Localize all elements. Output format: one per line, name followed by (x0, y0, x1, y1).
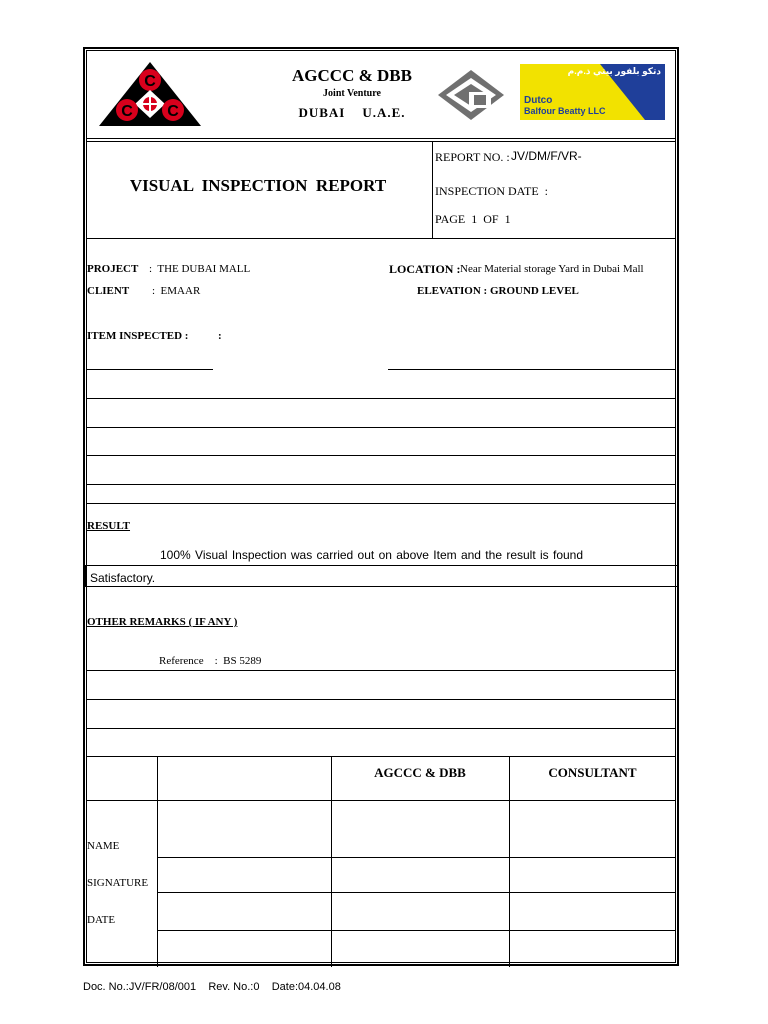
remarks-row-line (86, 670, 676, 671)
signoff-col-divider (509, 756, 510, 967)
svg-text:C: C (144, 73, 156, 90)
dutco-logo (520, 64, 665, 120)
blank-row-line (86, 427, 676, 428)
signoff-row-name: NAME (87, 840, 120, 852)
signoff-col-divider (157, 756, 158, 967)
company-name: AGCCC & DBB (292, 66, 412, 85)
client-value: : EMAAR (152, 285, 201, 297)
remarks-heading: OTHER REMARKS ( IF ANY ) (87, 616, 238, 628)
item-inspected-label: ITEM INSPECTED : (87, 330, 189, 342)
document-footer: Doc. No.:JV/FR/08/001 Rev. No.:0 Date:04.04.08 (83, 981, 341, 993)
joint-venture-label: Joint Venture (323, 88, 381, 99)
signoff-table-top (86, 756, 676, 757)
elevation-label: ELEVATION : GROUND LEVEL (417, 285, 579, 297)
dbb-logo (436, 68, 506, 122)
svg-text:C: C (121, 103, 133, 120)
city-label: DUBAI U.A.E. (298, 105, 406, 120)
signoff-col-divider (331, 756, 332, 967)
reference-text: Reference : BS 5289 (159, 655, 262, 667)
blank-row-line (86, 398, 676, 399)
blank-row-line (86, 484, 676, 485)
svg-text:C: C (167, 103, 179, 120)
item-inspected-colon: : (218, 330, 222, 342)
report-no-value: JV/DM/F/VR- (511, 149, 582, 163)
signoff-row-line (157, 930, 676, 931)
dutco-arabic-text: دتكو بلفور بيتي ذ.م.م (567, 66, 661, 76)
report-title: VISUAL INSPECTION REPORT (129, 176, 387, 195)
blank-row-line (86, 455, 676, 456)
result-box (85, 565, 678, 587)
title-block-divider (432, 141, 433, 238)
header-divider-2 (86, 141, 676, 142)
signoff-row-date: DATE (87, 914, 116, 926)
remarks-row-line (86, 699, 676, 700)
dutco-name-line1: Dutco (524, 95, 553, 106)
signoff-row-line (86, 800, 676, 801)
location-value: Near Material storage Yard in Dubai Mall (460, 263, 644, 275)
title-block-bottom (86, 238, 676, 239)
report-no-label: REPORT NO. : (435, 150, 510, 164)
result-line-1: 100% Visual Inspection was carried out on above Item and the result is found (160, 548, 584, 562)
header-divider (86, 138, 676, 139)
client-label: CLIENT (87, 285, 130, 297)
project-value: : THE DUBAI MALL (149, 263, 251, 275)
signoff-col-consultant: CONSULTANT (548, 765, 637, 780)
dutco-name-line2: Balfour Beatty LLC (524, 106, 606, 116)
blank-row-line (86, 503, 676, 504)
location-label: LOCATION : (389, 262, 461, 276)
signoff-row-line (157, 857, 676, 858)
project-label: PROJECT (87, 263, 139, 275)
page-count: PAGE 1 OF 1 (435, 212, 511, 226)
inspection-date-label: INSPECTION DATE : (435, 184, 548, 198)
signoff-row-line (157, 892, 676, 893)
item-line-right (388, 369, 676, 370)
agccc-logo (97, 60, 203, 128)
remarks-row-line (86, 728, 676, 729)
signoff-row-signature: SIGNATURE (87, 877, 149, 889)
result-line-2: Satisfactory. (90, 571, 156, 585)
item-line-left (86, 369, 213, 370)
signoff-col-agccc: AGCCC & DBB (374, 765, 466, 780)
result-heading: RESULT (87, 520, 131, 532)
